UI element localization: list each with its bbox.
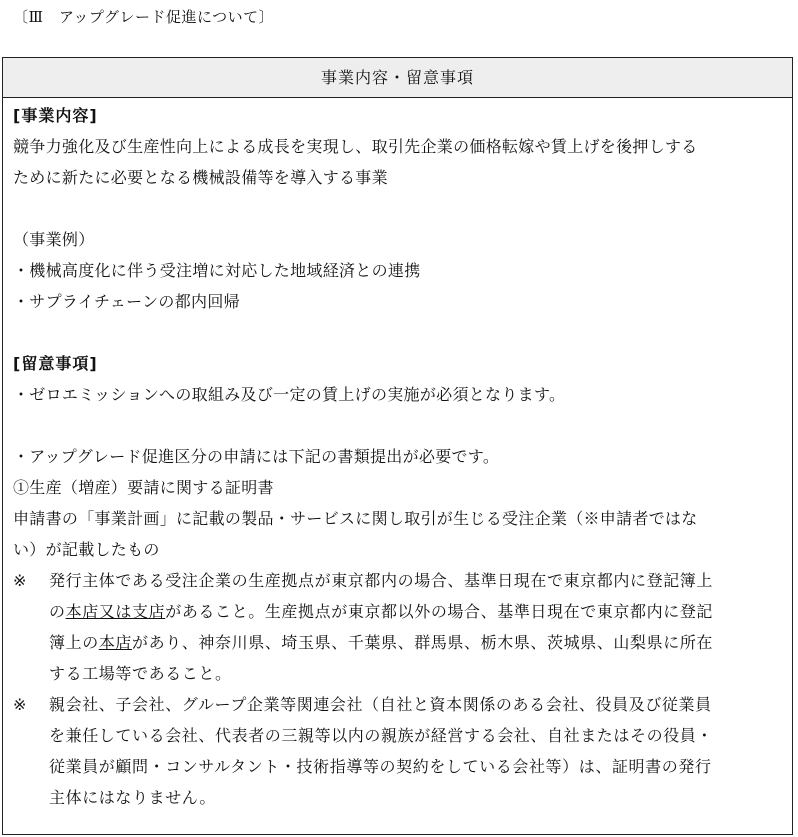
note-1-line-3 [49,627,792,658]
note-1-line-2-post: があること。生産拠点が東京都以外の場合、基準日現在で東京都内に登記 [165,602,714,621]
note-1-line-3-post: があり、神奈川県、埼玉県、千葉県、群馬県、栃木県、茨城県、山梨県に所在 [132,633,714,652]
content-box [2,57,793,835]
business-content-line-1: 競争力強化及び生産性向上による成長を実現し、取引先企業の価格転嫁や賃上げを後押しする [13,137,698,156]
note-mark: ※ [13,571,27,590]
note-mark: ※ [13,695,27,714]
note-1-line-3-pre: 簿上の [49,633,99,652]
business-content-line-2: ために新たに必要となる機械設備等を導入する事業 [13,168,388,187]
spacer [13,317,792,348]
note-1-text [49,565,792,689]
note-2-line-1: 親会社、子会社、グループ企業等関連会社（自社と資本関係のある会社、役員及び従業員 [49,695,712,714]
spacer [13,193,792,224]
note-1-line-2 [49,596,792,627]
notes-line-2: ・アップグレード促進区分の申請には下記の書類提出が必要です。 [13,447,500,466]
note-1-line-1: 発行主体である受注企業の生産拠点が東京都内の場合、基準日現在で東京都内に登記簿上 [49,571,714,590]
note-2-line-3: 従業員が顧問・コンサルタント・技術指導等の契約をしている会社等）は、証明書の発行 [49,757,712,776]
note-1-line-2-pre: の [49,602,66,621]
doc-desc-line-1: 申請書の「事業計画」に記載の製品・サービスに関し取引が生じる受注企業（※申請者ではな [13,509,698,528]
notes-title: [留意事項] [13,354,98,373]
spacer [13,410,792,441]
section-heading: 〔Ⅲ アップグレード促進について〕 [13,8,275,26]
example-item-2: ・サプライチェーンの都内回帰 [13,292,240,311]
doc-item: ①生産（増産）要請に関する証明書 [13,478,274,497]
box-header: 事業内容・留意事項 [3,58,792,98]
note-1-line-4: する工場等であること。 [49,664,232,683]
doc-desc-line-2: い）が記載したもの [13,540,160,559]
example-item-1: ・機械高度化に伴う受注増に対応した地域経済との連携 [13,261,421,280]
note-2 [13,689,792,813]
business-content-title: [事業内容] [13,106,98,125]
note-2-line-2: を兼任している会社、代表者の三親等以内の親族が経営する会社、自社またはその役員・ [49,726,714,745]
underlined-head-office-or-branch: 本店又は支店 [65,602,166,621]
underlined-head-office: 本店 [98,633,133,652]
box-body [3,100,792,813]
note-2-text [49,689,792,813]
example-title: （事業例） [13,230,95,249]
note-1 [13,565,792,689]
note-2-line-4: 主体にはなりません。 [49,788,216,807]
notes-line-1: ・ゼロエミッションへの取組み及び一定の賃上げの実施が必須となります。 [13,385,566,404]
